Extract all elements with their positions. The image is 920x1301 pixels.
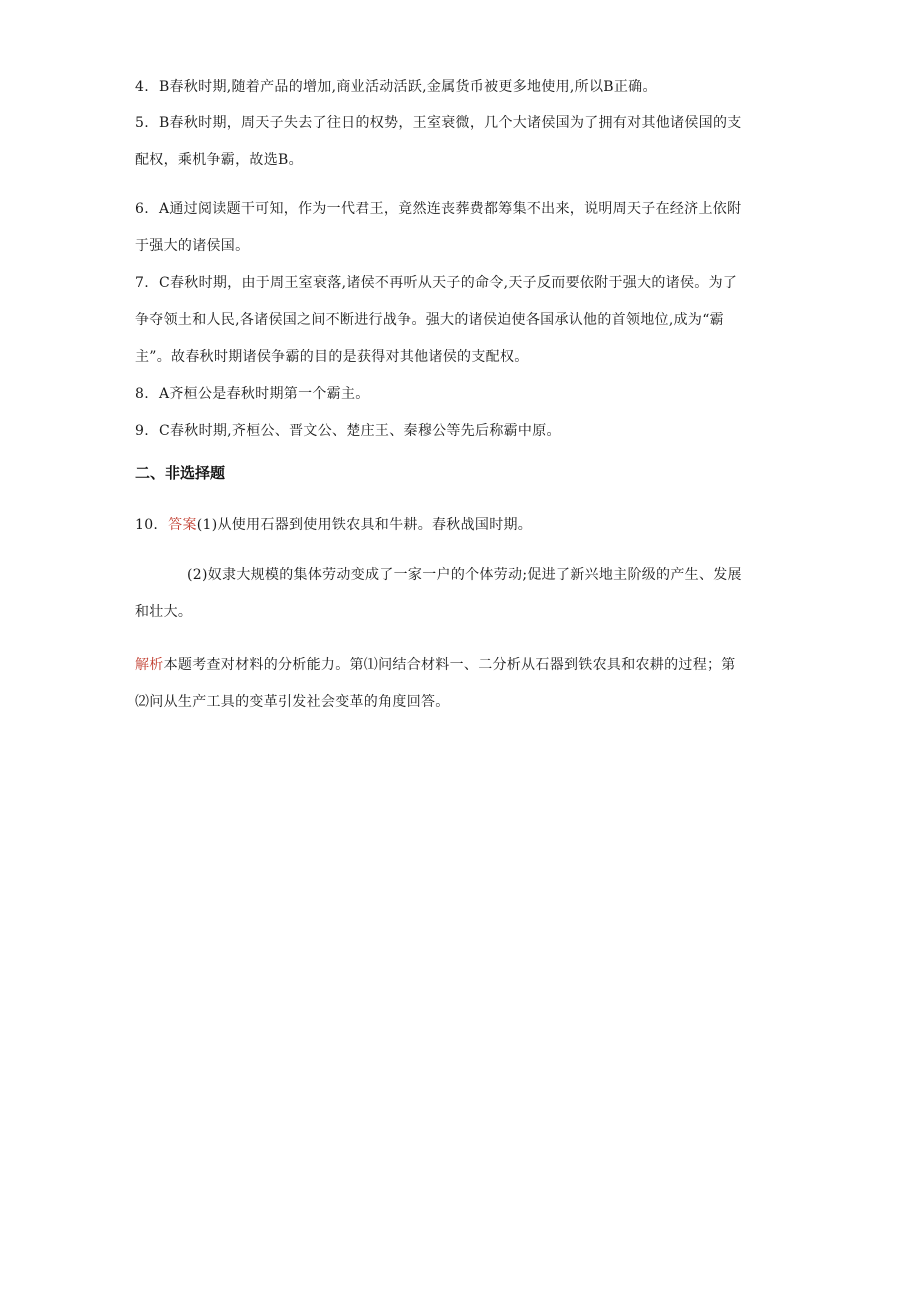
section-heading: 二、非选择题	[135, 464, 226, 482]
answer-number: 6.	[135, 201, 149, 217]
answer-part-2-line: (2)奴隶大规模的集体劳动变成了一家一户的个体劳动;促进了新兴地主阶级的产生、发展	[187, 567, 742, 583]
answer-text-line: 于强大的诸侯国。	[135, 238, 250, 254]
answer-label: 答案	[168, 517, 197, 533]
answer-text-line: 争夺领土和人民,各诸侯国之间不断进行战争。强大的诸侯迫使各国承认他的首领地位,成为“霸	[135, 312, 724, 328]
answer-text: B春秋时期,随着产品的增加,商业活动活跃,金属货币被更多地使用,所以B正确。	[158, 79, 657, 95]
answer-text-line: A通过阅读题干可知，作为一代君王，竟然连丧葬费都筹集不出来，说明周天子在经济上依附	[158, 201, 742, 217]
answer-part-2-line: 和壮大。	[135, 604, 193, 620]
answer-number: 5.	[135, 115, 149, 131]
answer-number: 10.	[135, 517, 159, 533]
answer-number: 7.	[135, 275, 149, 291]
analysis-text-line: 本题考查对材料的分析能力。第⑴问结合材料一、二分析从石器到铁农具和农耕的过程；第	[163, 657, 736, 673]
answer-number: 9.	[135, 423, 149, 439]
analysis-text-line: ⑵问从生产工具的变革引发社会变革的角度回答。	[135, 694, 450, 710]
answer-number: 8.	[135, 386, 149, 402]
answer-text-line: 配权，乘机争霸，故选B。	[135, 152, 303, 168]
answer-number: 4.	[135, 79, 149, 95]
answer-text: A齐桓公是春秋时期第一个霸主。	[158, 386, 370, 402]
answer-part-1: (1)从使用石器到使用铁农具和牛耕。春秋战国时期。	[196, 517, 533, 533]
answer-text-line: B春秋时期，周天子失去了往日的权势，王室衰微，几个大诸侯国为了拥有对其他诸侯国的支	[158, 115, 742, 131]
analysis-label: 解析	[135, 657, 164, 673]
answer-text-line: C春秋时期，由于周王室衰落,诸侯不再听从天子的命令,天子反而要依附于强大的诸侯。为了	[158, 275, 738, 291]
answer-text: C春秋时期,齐桓公、晋文公、楚庄王、秦穆公等先后称霸中原。	[158, 423, 561, 439]
answer-text-line: 主”。故春秋时期诸侯争霸的目的是获得对其他诸侯的支配权。	[135, 349, 529, 365]
